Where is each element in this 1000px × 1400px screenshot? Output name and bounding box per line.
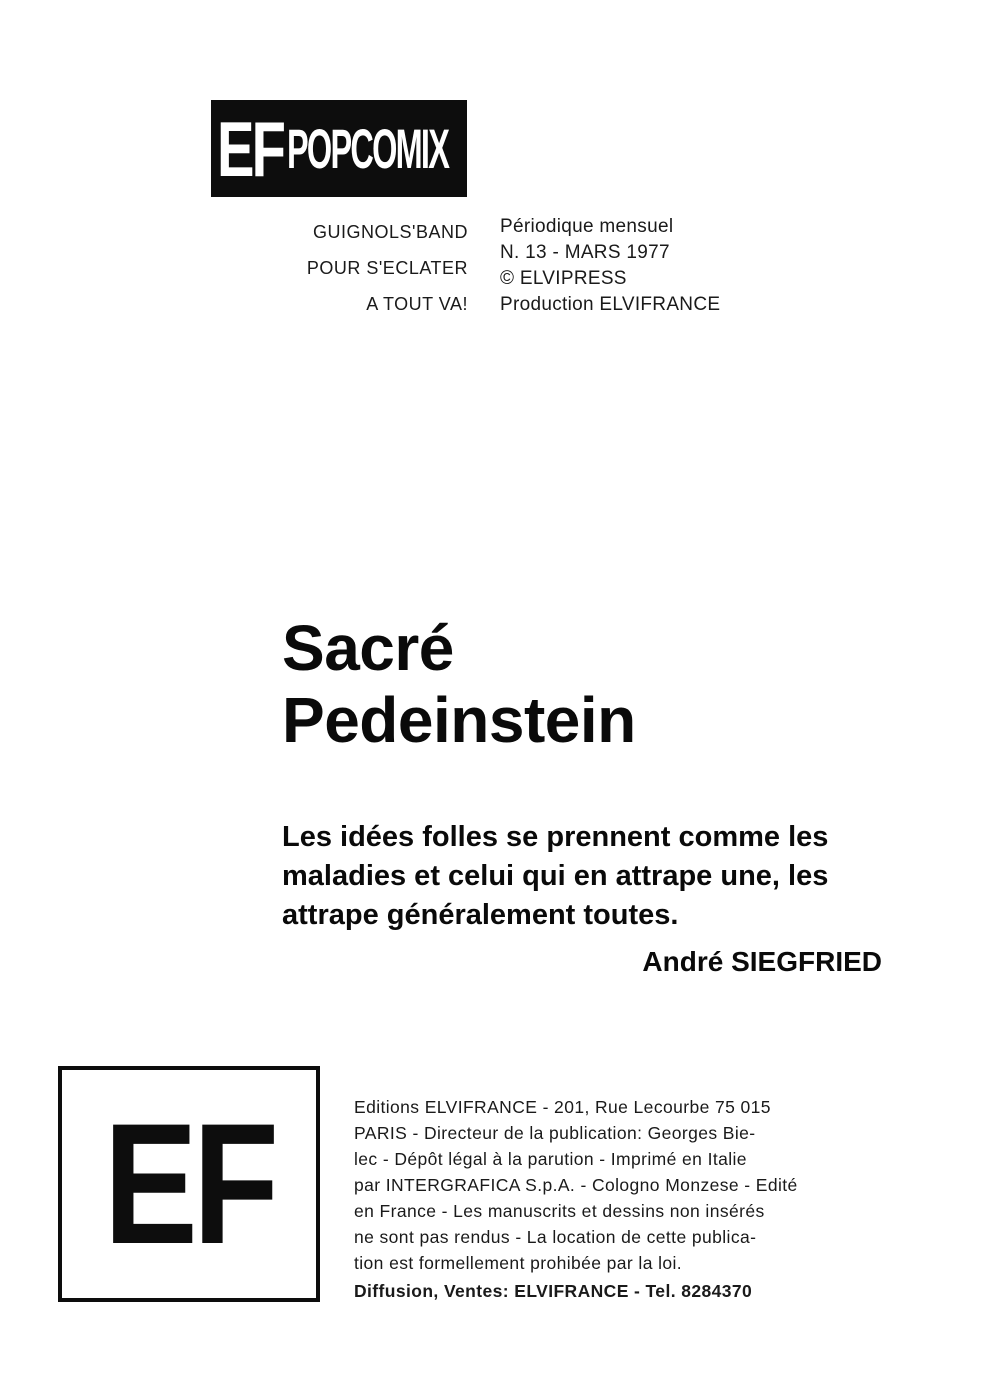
tagline: [230, 214, 468, 322]
quote-line: maladies et celui qui en attrape une, les: [282, 860, 829, 892]
story-title-line: Sacré: [282, 612, 454, 684]
production-credit: Production ELVIFRANCE: [500, 294, 721, 315]
popcomix-logo: [211, 100, 467, 197]
periodicity: Périodique mensuel: [500, 216, 674, 237]
publisher-imprint: [354, 1094, 940, 1304]
tagline-line: GUIGNOLS'BAND: [313, 222, 468, 242]
story-title: [282, 612, 636, 756]
logo-wordmark: POPCOMIX: [287, 116, 449, 180]
copyright: © ELVIPRESS: [500, 268, 627, 289]
logo-ef-letters: EF: [217, 104, 284, 193]
epigraph-quote: [282, 818, 942, 935]
quote-author: André SIEGFRIED: [642, 946, 882, 977]
ef-publisher-logo: [58, 1066, 320, 1302]
ef-logo-letters: EF: [103, 1088, 275, 1280]
quote-line: attrape généralement toutes.: [282, 899, 679, 931]
tagline-line: A TOUT VA!: [366, 294, 468, 314]
issue-number: N. 13 - MARS 1977: [500, 242, 670, 263]
imprint-line: ne sont pas rendus - La location de cette publica-: [354, 1227, 757, 1247]
imprint-line: lec - Dépôt légal à la parution - Imprimé en Italie: [354, 1149, 747, 1169]
diffusion-line: Diffusion, Ventes: ELVIFRANCE - Tel. 8284370: [354, 1281, 753, 1301]
imprint-line: tion est formellement prohibée par la loi.: [354, 1253, 683, 1273]
tagline-line: POUR S'ECLATER: [306, 258, 468, 278]
imprint-line: par INTERGRAFICA S.p.A. - Cologno Monzese - Edité: [354, 1175, 798, 1195]
quote-line: Les idées folles se prennent comme les: [282, 821, 829, 853]
story-title-line: Pedeinstein: [282, 684, 636, 756]
imprint-line: PARIS - Directeur de la publication: Georges Bie-: [354, 1123, 756, 1143]
imprint-line: Editions ELVIFRANCE - 201, Rue Lecourbe 75 015: [354, 1097, 771, 1117]
imprint-line: en France - Les manuscrits et dessins non insérés: [354, 1201, 765, 1221]
publication-info: [500, 214, 720, 318]
